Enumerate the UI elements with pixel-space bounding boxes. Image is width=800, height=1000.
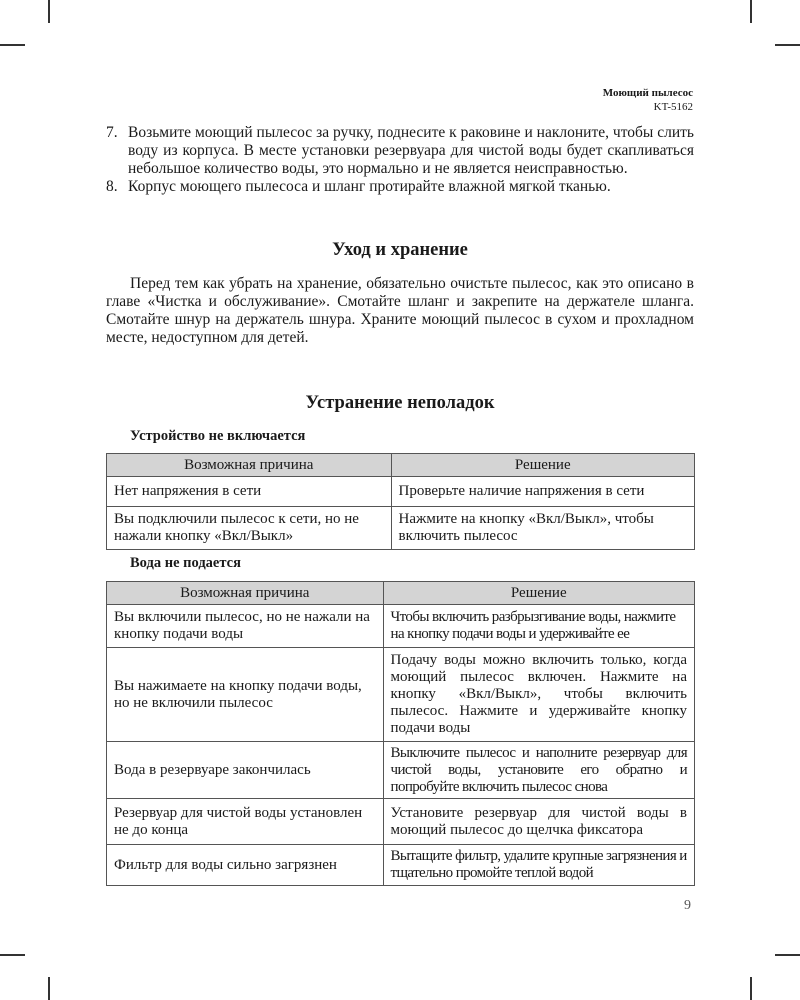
running-header xyxy=(603,86,693,114)
column-header-solution: Решение xyxy=(391,454,694,477)
crop-mark-bottom-left-horizontal xyxy=(0,954,25,956)
troubleshooting-table-water xyxy=(106,581,695,886)
list-item-number: 8. xyxy=(106,178,118,195)
crop-mark-bottom-right-vertical xyxy=(750,977,752,1000)
crop-mark-top-left-vertical xyxy=(48,0,50,23)
solution-cell: Выключите пылесос и наполните резервуар для чистой воды, установите его обратно и попробуйте включить пылесос снова xyxy=(383,742,694,799)
troubleshooting-table-power xyxy=(106,453,695,550)
crop-mark-top-right-horizontal xyxy=(775,44,800,46)
table-row xyxy=(107,799,695,845)
page-number: 9 xyxy=(684,898,691,913)
solution-cell: Проверьте наличие напряжения в сети xyxy=(391,477,694,507)
model-number: KT-5162 xyxy=(653,101,693,113)
table-2-subtitle: Вода не подается xyxy=(130,555,241,571)
list-item-text: Корпус моющего пылесоса и шланг протирайте влажной мягкой тканью. xyxy=(128,178,611,195)
solution-cell: Подачу воды можно включить только, когда моющий пылесос включен. Нажмите на кнопку «Вкл/Выкл», чтобы включить пылесос. Нажмите и удерживайте кнопку подачи воды xyxy=(383,648,694,742)
solution-cell: Чтобы включить разбрызгивание воды, нажмите на кнопку подачи воды и удерживайте ее xyxy=(383,605,694,648)
cause-cell: Вы подключили пылесос к сети, но не нажали кнопку «Вкл/Выкл» xyxy=(107,507,392,550)
column-header-cause: Возможная причина xyxy=(107,454,392,477)
crop-mark-bottom-right-horizontal xyxy=(775,954,800,956)
solution-cell: Установите резервуар для чистой воды в моющий пылесос до щелчка фиксатора xyxy=(383,799,694,845)
product-name: Моющий пылесос xyxy=(602,87,693,99)
list-item xyxy=(106,124,694,178)
table-1-subtitle: Устройство не включается xyxy=(130,428,306,444)
solution-cell: Вытащите фильтр, удалите крупные загрязнения и тщательно промойте теплой водой xyxy=(383,845,694,886)
table-row xyxy=(107,845,695,886)
table-row xyxy=(107,507,695,550)
table-header-row xyxy=(107,582,695,605)
table-row xyxy=(107,477,695,507)
cause-cell: Вы нажимаете на кнопку подачи воды, но не включили пылесос xyxy=(107,648,384,742)
table-row xyxy=(107,605,695,648)
column-header-solution: Решение xyxy=(383,582,694,605)
cause-cell: Вода в резервуаре закончилась xyxy=(107,742,384,799)
numbered-list xyxy=(106,124,694,196)
table-header-row xyxy=(107,454,695,477)
table-row xyxy=(107,742,695,799)
table-row xyxy=(107,648,695,742)
crop-mark-bottom-left-vertical xyxy=(48,977,50,1000)
list-item-number: 7. xyxy=(106,124,118,141)
list-item xyxy=(106,178,694,196)
care-paragraph: Перед тем как убрать на хранение, обязательно очистьте пылесос, как это описано в главе «Чистка и обслуживание». Смотайте шланг и закрепите на держателе шланга. Смотайте шнур на держатель шнура. Храните моющий пылесос в сухом и прохладном месте, недоступном для детей. xyxy=(106,275,694,346)
solution-cell: Нажмите на кнопку «Вкл/Выкл», чтобы включить пылесос xyxy=(391,507,694,550)
cause-cell: Нет напряжения в сети xyxy=(107,477,392,507)
column-header-cause: Возможная причина xyxy=(107,582,384,605)
cause-cell: Фильтр для воды сильно загрязнен xyxy=(107,845,384,886)
care-section-title: Уход и хранение xyxy=(332,240,468,260)
troubleshooting-title: Устранение неполадок xyxy=(305,393,495,413)
list-item-text: Возьмите моющий пылесос за ручку, поднесите к раковине и наклоните, чтобы слить воду из корпуса. В месте установки резервуара для чистой воды будет скапливаться небольшое количество воды, это нормально и не является неисправностью. xyxy=(128,124,694,177)
cause-cell: Резервуар для чистой воды установлен не до конца xyxy=(107,799,384,845)
crop-mark-top-right-vertical xyxy=(750,0,752,23)
cause-cell: Вы включили пылесос, но не нажали на кнопку подачи воды xyxy=(107,605,384,648)
crop-mark-top-left-horizontal xyxy=(0,44,25,46)
